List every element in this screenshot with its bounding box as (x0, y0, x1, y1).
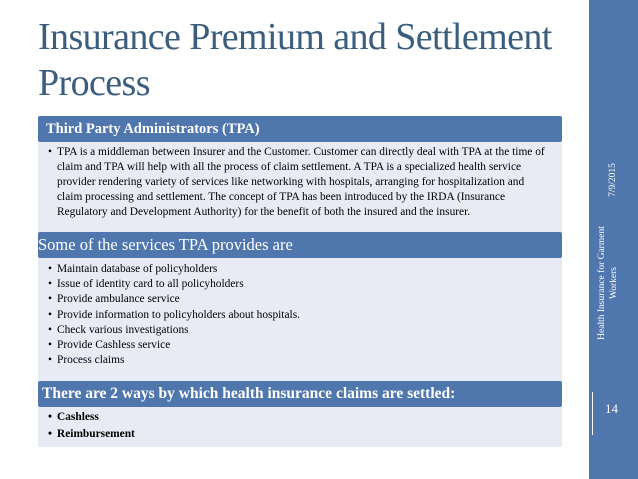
bullet-icon: • (48, 339, 52, 352)
bullet-text: Issue of identity card to all policyholders (57, 278, 244, 291)
list-item (48, 292, 554, 307)
bullet-icon: • (48, 146, 52, 158)
bullet-text: Check various investigations (57, 323, 189, 336)
section-body-services (38, 258, 562, 381)
bullet-icon: • (48, 411, 52, 423)
list-item (48, 308, 554, 323)
section-body-claim-settlement (38, 407, 562, 447)
bullet-text: Maintain database of policyholders (57, 263, 218, 275)
section-heading-tpa: Third Party Administrators (TPA) (38, 116, 562, 142)
bullet-text: Provide information to policyholders about hospitals. (57, 308, 300, 321)
page-number-rule (592, 392, 593, 435)
section-heading-services: Some of the services TPA provides are (38, 232, 562, 258)
list-item (48, 277, 554, 292)
slide-title: Insurance Premium and Settlement Process (38, 16, 552, 104)
bullet-icon: • (48, 293, 52, 306)
footer-line-2: Workers (608, 267, 619, 299)
list-item (48, 426, 554, 443)
footer-line-1: Health Insurance for Garment (597, 226, 607, 340)
slide-footer (597, 212, 621, 354)
bullet-text: Provide Cashless service (57, 339, 171, 352)
list-item (48, 145, 548, 220)
bullet-icon: • (48, 354, 52, 367)
bullet-text: Reimbursement (57, 428, 135, 440)
page-number: 14 (605, 400, 618, 416)
bullet-icon: • (48, 263, 52, 275)
list-item (48, 262, 554, 277)
slide-date: 7/9/2015 (608, 163, 618, 197)
bullet-icon: • (48, 278, 52, 291)
bullet-text: Provide ambulance service (57, 293, 180, 306)
bullet-icon: • (48, 428, 52, 440)
bullet-text: TPA is a middleman between Insurer and the Customer. Customer can directly deal with TPA at the time of claim and TPA will help with all the process of claim settlement. A TPA is a specialized health service provider rendering variety of services like networking with hospitals, arranging for hospitalization and claim processing and settlement. The concept of TPA has been introduced by the IRDA (Insurance Regulatory and Development Authority) for the benefit of both the insured and the insurer. (57, 146, 545, 219)
list-item (48, 353, 554, 368)
section-heading-claim-settlement: There are 2 ways by which health insurance claims are settled: (38, 381, 562, 407)
bullet-text: Process claims (57, 354, 125, 367)
bullet-text: Cashless (57, 411, 99, 423)
list-item (48, 338, 554, 353)
bullet-icon: • (48, 323, 52, 336)
section-body-tpa (38, 142, 562, 232)
list-item (48, 323, 554, 338)
list-item (48, 409, 554, 426)
bullet-icon: • (48, 308, 52, 321)
